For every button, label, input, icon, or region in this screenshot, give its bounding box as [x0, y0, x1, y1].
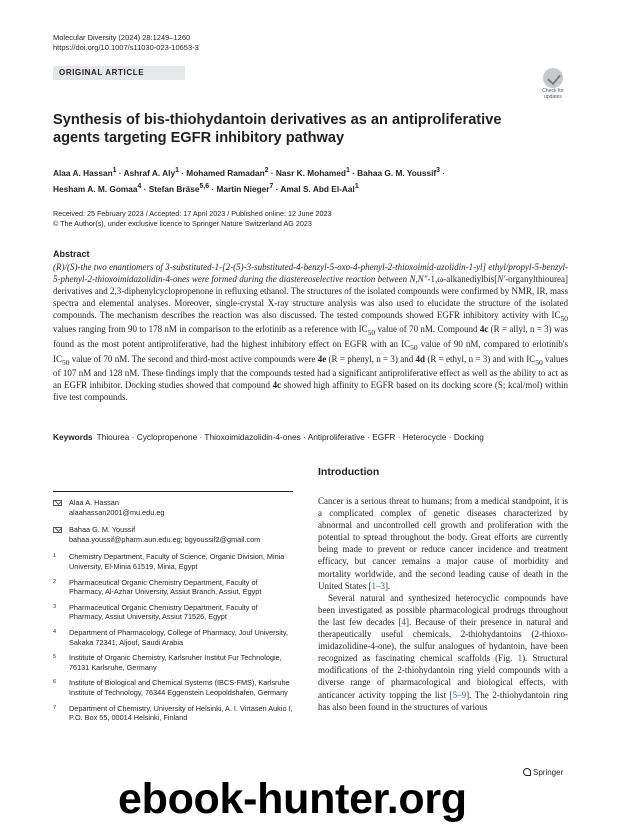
affiliation-item: 5 Institute of Organic Chemistry, Karlsruher Institut Fur Technologie, 76131 Karlsruhe, Germany	[53, 653, 282, 672]
affiliation-item: 2 Pharmaceutical Organic Chemistry Department, Faculty of Pharmacy, Al-Azhar University, Assiut Branch, Assiut, Egypt	[53, 577, 262, 597]
contact-entry	[53, 498, 293, 517]
affiliation-item: 3 Pharmaceutical Organic Chemistry Department, Faculty of Pharmacy, Assiut University, Assiut 71526, Egypt	[53, 602, 258, 622]
journal-citation: Molecular Diversity (2024) 28:1249–1260	[53, 33, 191, 42]
publisher-logo	[523, 768, 563, 778]
contact-email[interactable]: alaahassan2001@mu.edu.eg	[69, 507, 165, 517]
history-dates: Received: 25 February 2023 / Accepted: 17 April 2023 / Published online: 12 June 2023	[53, 209, 332, 218]
introduction-heading: Introduction	[318, 466, 380, 478]
author-list: Alaa A. Hassan$^1$ · Ashraf A. Aly$^1$ · Mohamed Ramadan$^2$ · Nasr K. Mohamed$^1$ · Bahaa G. M. Youssif$^3$ · Hesham A. M. Gomaa$^4$ · Stefan Bräse$^{5,6}$ · Martin Nieger$^7$ · Amal S. Abd El-Aal$^1$	[53, 167, 446, 194]
author[interactable]: Martin Nieger$^7$	[216, 182, 274, 194]
figure-link[interactable]: 1	[517, 653, 523, 664]
keywords-section	[53, 432, 573, 443]
article-type-banner: ORIGINAL ARTICLE	[53, 66, 185, 80]
article-title: Synthesis of bis-thiohydantoin derivatives as an antiproliferative agents targeting EGFR inhibitory pathway	[53, 112, 502, 146]
contact-name: Alaa A. Hassan	[69, 498, 119, 507]
keywords-list: Thiourea · Cyclopropenone · Thioxoimidazolidin-4-ones · Antiproliferative · EGFR · Heterocycle · Docking	[96, 432, 484, 442]
author[interactable]: Hesham A. M. Gomaa$^4$	[53, 182, 142, 194]
check-updates-label: Check for updates	[542, 88, 564, 100]
author[interactable]: Ashraf A. Aly$^1$	[123, 167, 179, 178]
author[interactable]: Alaa A. Hassan$^1$	[53, 167, 117, 178]
author[interactable]: Nasr K. Mohamed$^1$	[275, 167, 350, 178]
affiliation-item: 6 Institute of Biological and Chemical Systems (IBCS-FMS), Karlsruhe Institute of Technology, 76344 Eggenstein Leopoldshafen, Germany	[53, 678, 290, 697]
introduction-paragraph: Cancer is a serious threat to humans; from a medical standpoint, it is a complicated complex of genetic diseases characterized by abnormal and uncontrolled cell growth and proliferation with the potential to spread throughout the body. Great efforts are currently being made to prevent or reduce cancer incidence and treatment efficacy, but cancer remains a major cause of morbidity and mortality worldwide, and the second leading cause of death in the United States [1–3].	[318, 496, 568, 591]
affiliation-item: 7 Department of Chemistry, University of Helsinki, A. I. Virtasen Aukio I, P.O. Box 55, 00014 Helsinki, Finland	[53, 703, 293, 723]
contact-email[interactable]: bahaa.youssif@pharm.aun.edu.eg; bgyoussif2@gmail.com	[69, 534, 261, 544]
springer-horse-icon	[523, 768, 531, 776]
introduction-section	[318, 466, 568, 713]
abstract-text: (R)/(S)-the two enantiomers of 3-substituted-1-[2-(5)-3-substituted-4-benzyl-5-oxo-4-phenyl-2-thioxoimid-azolidin-1-yl] ethyl/propyl-5-benzyl-5-phenyl-2-thioxoimidazolidin-4-ones were formed during the diastereoselective reaction between N,N″-1,ω-alkanediylbis[N′-organylthiourea] derivatives and 2,3-diphenylcyclopropenone in refluxing ethanol. The structures of the isolated compounds were confirmed by NMR, IR, mass spectra and elemental analyses. Moreover, single-crystal X-ray structure analysis was also used to elucidate the structure of the isolated compounds. The mechanism describes the reaction was also discussed. The tested compounds showed EGFR inhibitory activity with $IC_{50}$ values ranging from 90 to 178 nM in comparison to the erlotinib as a reference with $IC_{50}$ value of 70 nM. Compound 4c (R = allyl, n = 3) was found as the most potent antiproliferative, had the highest inhibitory effect on EGFR with an $IC_{50}$ value of 90 nM, compared to erlotinib's $IC_{50}$ value of 70 nM. The second and third-most active compounds were 4e (R = phenyl, n = 3) and 4d (R = ethyl, n = 3) and with $IC_{50}$ values of 107 nM and 128 nM. These findings imply that the compounds tested had a significant antiproliferative effect as well as the ability to act as an EGFR inhibitor. Docking studies showed that compound 4c showed high affinity to EGFR based on its docking score (S; kcal/mol) within five test compounds.	[53, 262, 569, 403]
footnotes-column	[53, 491, 293, 729]
citation-link[interactable]: 4	[401, 616, 406, 627]
citation-link[interactable]: 1–3	[371, 580, 385, 591]
copyright-notice: © The Author(s), under exclusive licence to Springer Nature Switzerland AG 2023	[53, 219, 312, 228]
check-updates-icon	[543, 68, 563, 88]
publisher-name: Springer	[533, 768, 564, 777]
author[interactable]: Bahaa G. M. Youssif$^3$	[357, 167, 441, 178]
abstract-section	[53, 249, 568, 404]
envelope-icon	[53, 527, 62, 533]
affiliation-item: 1 Chemistry Department, Faculty of Science, Organic Division, Minia University, El-Minia 61519, Minia, Egypt	[53, 552, 285, 571]
journal-header	[53, 33, 199, 53]
citation-link[interactable]: 5–9	[452, 689, 467, 700]
check-for-updates-button[interactable]	[538, 68, 568, 100]
affiliation-item: 4 Department of Pharmacology, College of Pharmacy, Jouf University, Sakaka 72341, Aljouf, Saudi Arabia	[53, 627, 288, 647]
contact-entry	[53, 525, 293, 544]
author[interactable]: Mohamed Ramadan$^2$	[186, 167, 269, 178]
author[interactable]: Stefan Bräse$^{5,6}$	[148, 182, 210, 194]
contact-name: Bahaa G. M. Youssif	[69, 525, 136, 535]
introduction-paragraph: Several natural and synthesized heterocyclic compounds have been investigated as possible pharmacological prodrugs throughout the last few decades [4]. Because of their presence in natural and therapeutically useful chemicals, 2-thiohydantoins (2-thioxo-imidazolidine-4-one), the sulfur analogues of hydantoin, have been recognized as fascinating chemical scaffolds (Fig. 1). Structural modifications of the 2-thiohydantoin ring yield compounds with a diverse range of pharmacological and biological effects, with anticancer activity topping the list [5–9]. The 2-thiohydantoin ring has also been found in the structures of various	[318, 592, 568, 712]
doi-link[interactable]: https://doi.org/10.1007/s11030-023-10653-3	[53, 43, 199, 52]
keywords-label: Keywords	[53, 432, 93, 442]
author[interactable]: Amal S. Abd El-Aal$^1$	[280, 182, 359, 194]
abstract-heading: Abstract	[53, 249, 90, 259]
envelope-icon	[53, 500, 62, 506]
watermark-text: ebook-hunter.org	[118, 775, 467, 823]
publication-history	[53, 209, 332, 229]
footnote-divider	[53, 491, 293, 492]
